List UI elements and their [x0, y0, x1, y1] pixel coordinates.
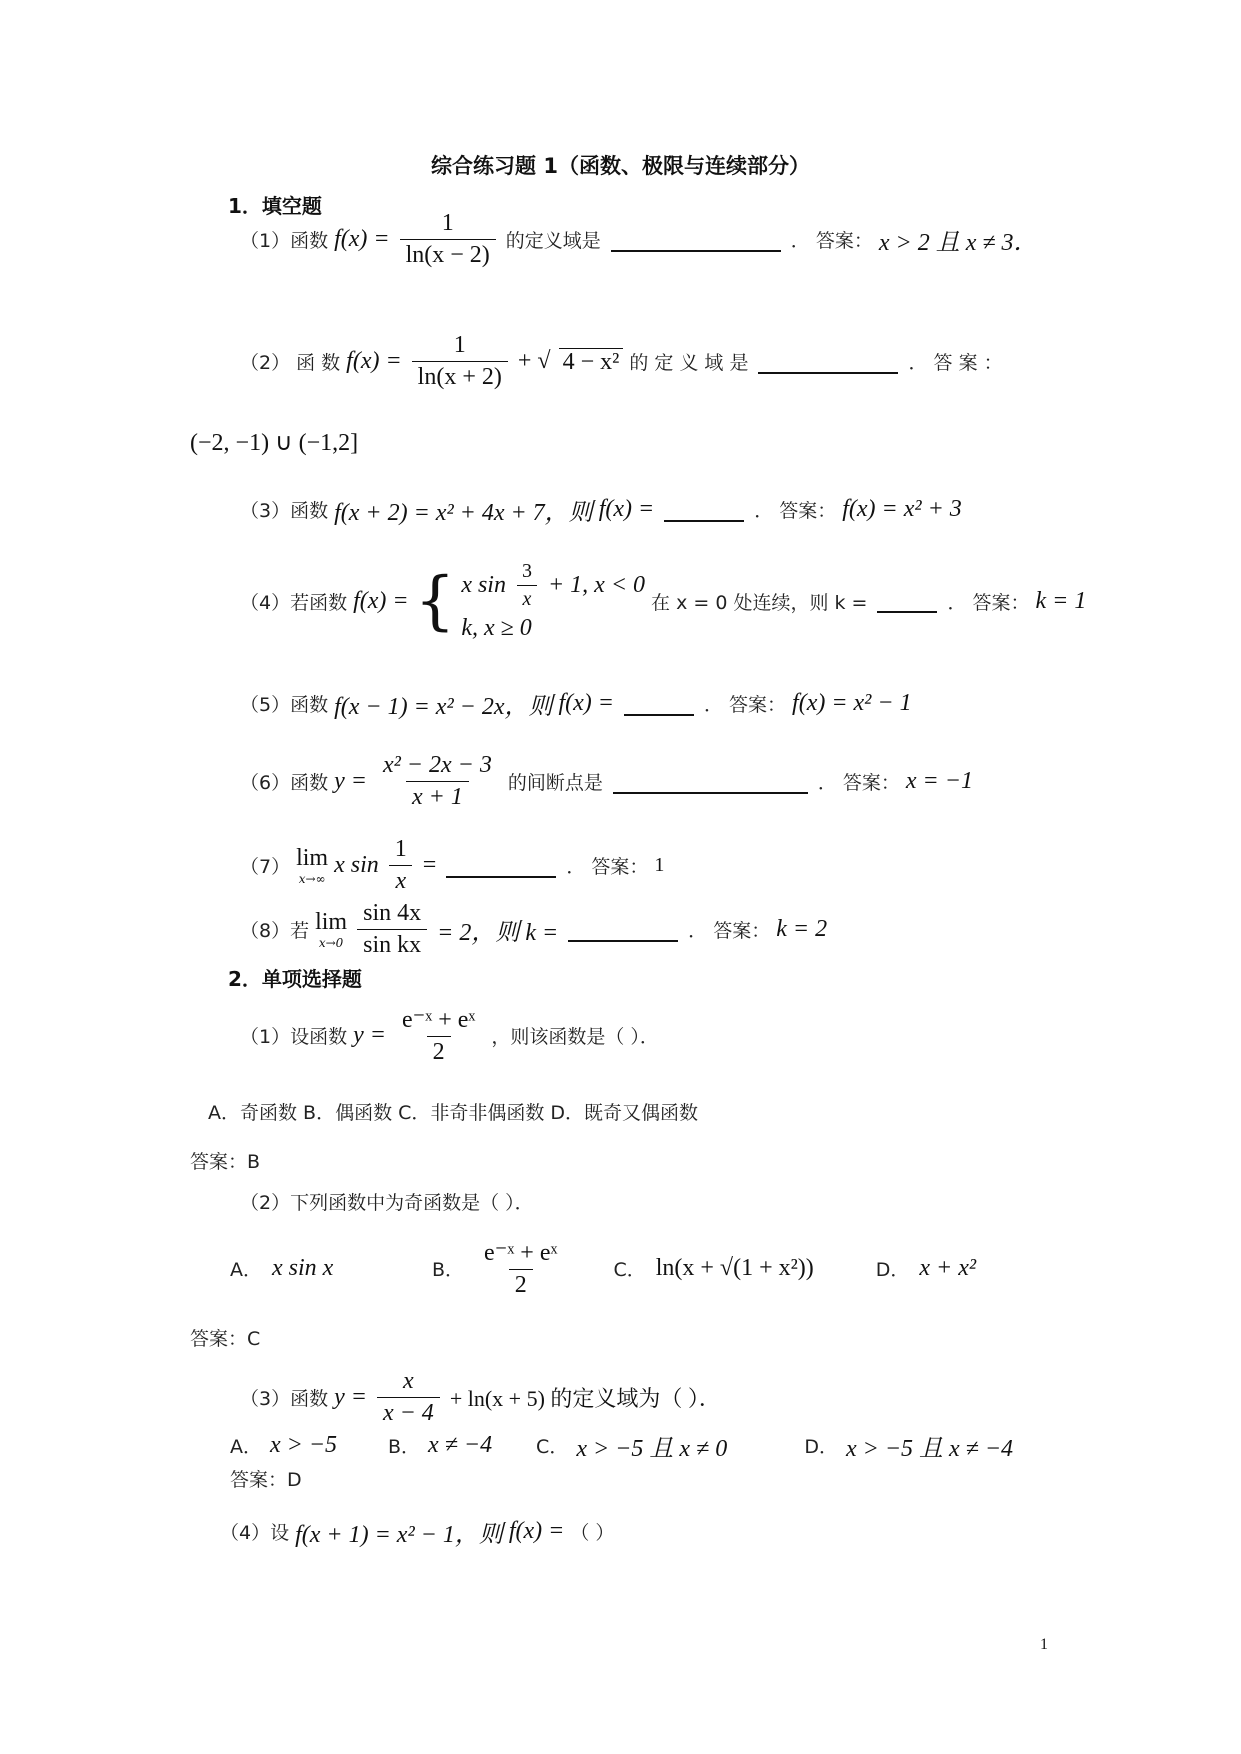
s2q2-option-c: ln(x + √(1 + x²))	[655, 1255, 814, 1281]
q7-numerator: 1	[394, 836, 407, 862]
s2q2-option-b-numerator: e⁻ˣ + eˣ	[484, 1240, 558, 1266]
s1-question-2	[240, 332, 1003, 391]
s2q3-option-b-label: B．	[388, 1436, 421, 1458]
q4-cases	[461, 560, 645, 642]
q2-sqrt-sign: √	[537, 348, 551, 374]
s1-question-6	[240, 752, 973, 811]
s2q3-option-c-label: C．	[536, 1436, 569, 1458]
q7-label: （7）	[240, 856, 291, 878]
q7-answer-label: ． 答案：	[566, 856, 649, 878]
s2q3-text: + ln(x + 5) 的定义域为（ ）．	[449, 1386, 721, 1411]
q8-limit	[315, 909, 347, 950]
s2q2-option-d-label: D．	[875, 1259, 910, 1281]
q6-answer-blank[interactable]	[613, 770, 808, 794]
q8-label: （8）若	[240, 920, 310, 942]
q2-text: 的 定 义 域 是	[629, 352, 749, 374]
s2-question-1	[240, 1005, 659, 1066]
q5-answer: f(x) = x² − 1	[792, 690, 912, 716]
q4-label: （4）若函数	[240, 591, 348, 614]
q4-brace: {	[414, 564, 456, 638]
q7-lim-subscript: x→∞	[298, 872, 326, 886]
q3-answer: f(x) = x² + 3	[842, 496, 962, 522]
q2-fraction	[412, 332, 508, 391]
q7-answer: 1	[654, 854, 665, 876]
q7-denominator: x	[389, 865, 412, 895]
q6-text: 的间断点是	[507, 772, 603, 794]
q1-answer: x > 2 且 x ≠ 3．	[878, 230, 1038, 256]
q7-expression: x sin	[334, 852, 379, 878]
q3-function: f(x) =	[598, 496, 655, 522]
page-title: 综合练习题 1（函数、极限与连续部分）	[431, 154, 810, 178]
q8-fraction	[357, 900, 427, 959]
q3-answer-blank[interactable]	[664, 498, 744, 522]
q7-lim: lim	[296, 845, 329, 871]
q5-answer-blank[interactable]	[624, 692, 694, 716]
q2-function: f(x) =	[346, 348, 402, 374]
s2q4-function: f(x) =	[508, 1518, 565, 1544]
q1-numerator: 1	[441, 210, 454, 236]
s2q3-denominator: x − 4	[377, 1397, 440, 1427]
q7-fraction	[389, 836, 413, 895]
q1-function: f(x) =	[334, 226, 390, 252]
q2-numerator: 1	[453, 332, 466, 358]
q8-numerator: sin 4x	[363, 900, 422, 926]
q4-case-1-fraction	[516, 560, 538, 611]
s2q3-options	[230, 1428, 1013, 1463]
s2q3-y: y =	[334, 1384, 367, 1410]
q1-fraction	[400, 210, 496, 269]
q8-answer-blank[interactable]	[568, 918, 678, 942]
q8-answer-label: ． 答案：	[688, 920, 771, 942]
s2q4-label: （4）设	[220, 1522, 290, 1544]
q4-case-1-post: + 1, x < 0	[547, 572, 646, 598]
s2q2-answer: 答案：C	[190, 1328, 261, 1350]
q2-answer-blank[interactable]	[758, 350, 898, 374]
s2q1-text: ，则该函数是（ ）．	[491, 1026, 659, 1048]
q4-case-1	[461, 560, 645, 611]
q2-sqrt-content: 4 − x²	[559, 348, 624, 376]
q6-answer: x = −1	[905, 768, 973, 794]
q4-text: 在 x = 0 处连续，则 k =	[651, 591, 868, 614]
s2q2-option-b-denominator: 2	[509, 1269, 533, 1299]
q3-expression: f(x + 2) = x² + 4x + 7，则	[334, 500, 593, 526]
q4-case-1-numerator: 3	[521, 560, 532, 582]
s2q2-option-a: x sin x	[272, 1255, 334, 1281]
q5-function: f(x) =	[558, 690, 614, 716]
s2q1-numerator: e⁻ˣ + eˣ	[401, 1007, 476, 1033]
q1-denominator: ln(x − 2)	[400, 239, 496, 269]
s2q3-option-d: x > −5 且 x ≠ −4	[845, 1436, 1014, 1462]
q6-answer-label: ． 答案：	[817, 772, 900, 794]
s2q1-denominator: 2	[427, 1036, 451, 1066]
s2q3-label: （3）函数	[240, 1388, 329, 1410]
s1-question-4	[240, 560, 1086, 642]
s2q2-option-d: x + x²	[919, 1255, 977, 1281]
q2-denominator: ln(x + 2)	[412, 361, 508, 391]
s2q3-option-d-label: D．	[804, 1436, 838, 1458]
q1-label: （1）函数	[240, 230, 329, 252]
q6-numerator: x² − 2x − 3	[382, 752, 492, 778]
s1-question-7	[240, 836, 664, 895]
s2-question-3	[240, 1368, 721, 1427]
q5-answer-label: ． 答案：	[703, 694, 787, 716]
s2q3-option-c: x > −5 且 x ≠ 0	[576, 1436, 728, 1462]
s2q4-tail: （ ）	[570, 1522, 615, 1544]
s2q2-option-b	[478, 1238, 563, 1299]
section-2-heading: 2．单项选择题	[228, 967, 362, 991]
s1-question-1	[240, 210, 1038, 269]
q4-answer-label: ． 答案：	[947, 591, 1030, 614]
s1-question-8	[240, 900, 827, 959]
q4-case-1-denominator: x	[517, 585, 538, 611]
q2-answer: (−2, −1) ∪ (−1,2]	[190, 430, 359, 456]
s2q3-numerator: x	[403, 1368, 414, 1394]
q5-expression: f(x − 1) = x² − 2x，则	[334, 694, 553, 720]
s2q2-option-b-label: B．	[432, 1259, 465, 1281]
q2-plus: +	[517, 348, 532, 374]
s2q1-y: y =	[353, 1022, 386, 1048]
s2q1-label: （1）设函数	[240, 1026, 348, 1048]
s2-question-4	[220, 1514, 614, 1549]
q3-label: （3）函数	[240, 500, 329, 522]
q8-lim-subscript: x→0	[318, 936, 344, 950]
s1-question-5	[240, 686, 912, 721]
s2q1-options: A．奇函数 B．偶函数 C．非奇非偶函数 D．既奇又偶函数	[208, 1102, 699, 1124]
q2-label: （2） 函 数	[240, 352, 341, 374]
q6-denominator: x + 1	[406, 781, 469, 811]
s2q2-option-c-label: C．	[613, 1259, 646, 1281]
q8-answer: k = 2	[776, 916, 828, 942]
q4-answer: k = 1	[1035, 587, 1087, 614]
q7-equals: =	[422, 852, 437, 878]
q4-answer-blank[interactable]	[877, 589, 937, 613]
q6-y: y =	[334, 768, 367, 794]
s2q2-options	[230, 1238, 976, 1299]
q2-answer-label: ． 答 案 ：	[908, 352, 1003, 374]
s2q3-fraction	[377, 1368, 440, 1427]
q1-answer-blank[interactable]	[611, 228, 781, 252]
s2q1-answer: 答案：B	[190, 1151, 261, 1173]
q3-answer-label: ． 答案：	[754, 500, 837, 522]
s2q2-option-a-label: A．	[230, 1259, 262, 1281]
s1-question-3	[240, 492, 962, 527]
s2q4-expression: f(x + 1) = x² − 1，则	[295, 1522, 503, 1548]
s2q2-label: （2）下列函数中为奇函数是（ ）．	[240, 1192, 534, 1214]
q7-limit	[296, 845, 328, 886]
s2q3-option-a: x > −5	[270, 1432, 338, 1458]
s2q3-answer: 答案：D	[230, 1469, 302, 1491]
q7-answer-blank[interactable]	[446, 854, 556, 878]
s2q3-option-a-label: A．	[230, 1436, 262, 1458]
s2q3-option-b: x ≠ −4	[428, 1432, 493, 1458]
q4-function: f(x) =	[353, 587, 409, 614]
q6-label: （6）函数	[240, 772, 329, 794]
q5-label: （5）函数	[240, 694, 329, 716]
section-1-heading: 1．填空题	[228, 194, 322, 218]
q8-equals: = 2，则 k =	[437, 920, 559, 946]
s2q1-fraction	[396, 1005, 481, 1066]
q6-fraction	[377, 752, 498, 811]
q1-text: 的定义域是	[505, 230, 601, 252]
q1-answer-label: ． 答案：	[790, 230, 873, 252]
q4-case-1-pre: x sin	[461, 572, 506, 598]
q8-denominator: sin kx	[357, 929, 427, 959]
q8-lim: lim	[315, 909, 348, 935]
q4-case-2: k, x ≥ 0	[461, 615, 532, 641]
